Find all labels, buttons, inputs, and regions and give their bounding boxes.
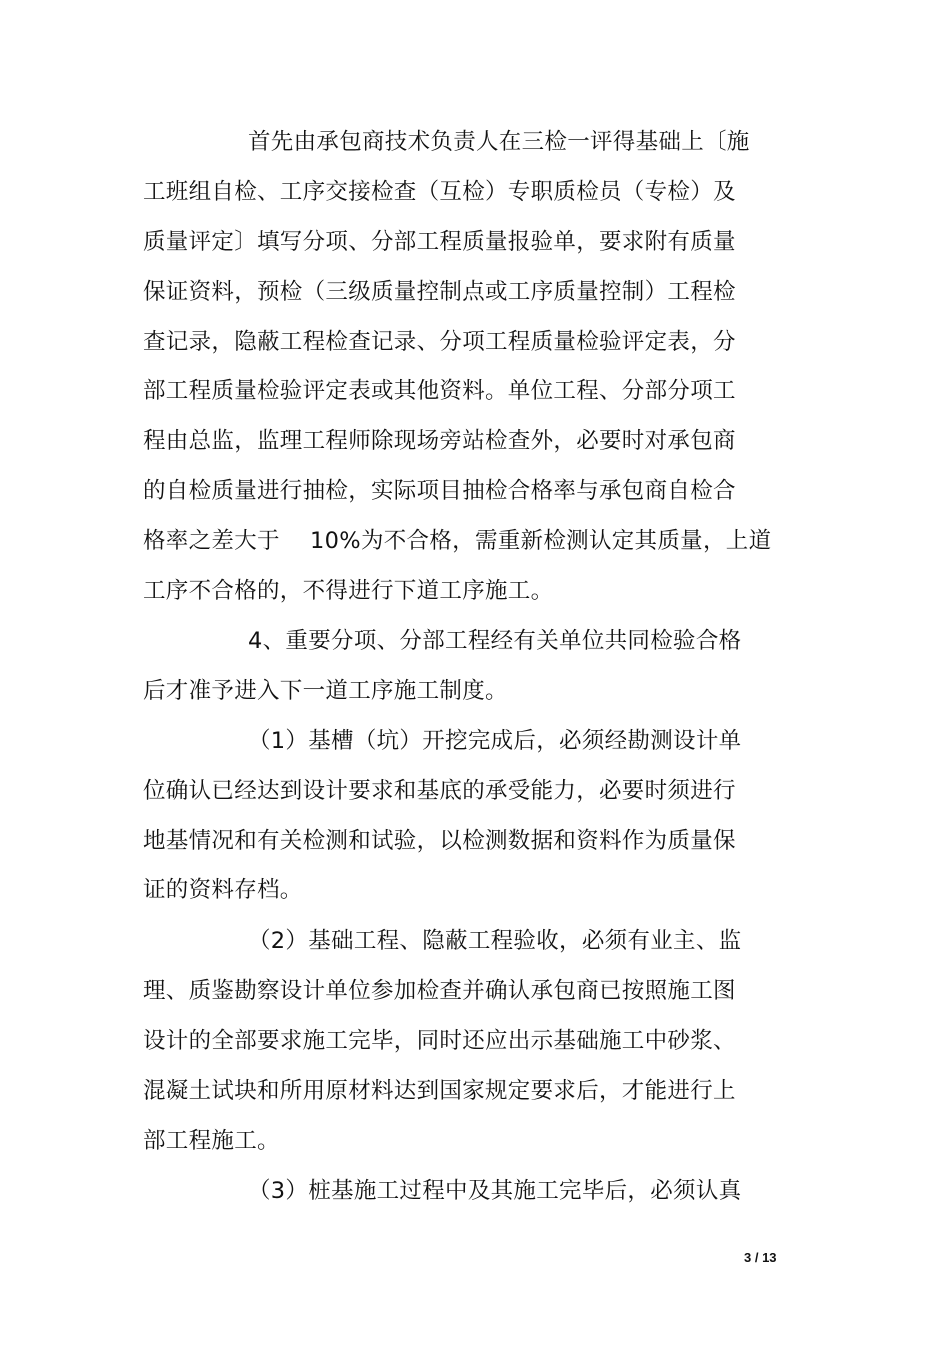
paragraph-line: 格率之差大于 10%为不合格，需重新检测认定其质量，上道 — [143, 528, 772, 554]
paragraph-line: 程由总监，监理工程师除现场旁站检查外，必要时对承包商 — [143, 428, 736, 454]
paragraph-line: 后才准予进入下一道工序施工制度。 — [143, 678, 508, 704]
paragraph-line: 工班组自检、工序交接检查（互检）专职质检员（专检）及 — [143, 179, 736, 205]
paragraph-line: （3）桩基施工过程中及其施工完毕后，必须认真 — [248, 1178, 742, 1204]
paragraph-line: 4、重要分项、分部工程经有关单位共同检验合格 — [248, 628, 742, 654]
page-number: 3 / 13 — [744, 1250, 777, 1265]
paragraph-line: 部工程施工。 — [143, 1128, 280, 1154]
paragraph-line: 混凝土试块和所用原材料达到国家规定要求后，才能进行上 — [143, 1078, 736, 1104]
paragraph-line: 查记录，隐蔽工程检查记录、分项工程质量检验评定表，分 — [143, 329, 736, 355]
paragraph-line: 保证资料，预检（三级质量控制点或工序质量控制）工程检 — [143, 279, 736, 305]
paragraph-line: 质量评定〕填写分项、分部工程质量报验单，要求附有质量 — [143, 229, 736, 255]
paragraph-line: （2）基础工程、隐蔽工程验收，必须有业主、监 — [248, 928, 742, 954]
paragraph-line: 设计的全部要求施工完毕，同时还应出示基础施工中砂浆、 — [143, 1028, 736, 1054]
paragraph-line: 位确认已经达到设计要求和基底的承受能力，必要时须进行 — [143, 778, 736, 804]
paragraph-line: 工序不合格的，不得进行下道工序施工。 — [143, 578, 554, 604]
paragraph-line: 理、质鉴勘察设计单位参加检查并确认承包商已按照施工图 — [143, 978, 736, 1004]
paragraph-line: 的自检质量进行抽检，实际项目抽检合格率与承包商自检合 — [143, 478, 736, 504]
paragraph-line: 首先由承包商技术负责人在三检一评得基础上〔施 — [248, 129, 750, 155]
paragraph-line: 地基情况和有关检测和试验，以检测数据和资料作为质量保 — [143, 828, 736, 854]
paragraph-line: 部工程质量检验评定表或其他资料。单位工程、分部分项工 — [143, 378, 736, 404]
paragraph-line: （1）基槽（坑）开挖完成后，必须经勘测设计单 — [248, 728, 742, 754]
paragraph-line: 证的资料存档。 — [143, 877, 303, 903]
